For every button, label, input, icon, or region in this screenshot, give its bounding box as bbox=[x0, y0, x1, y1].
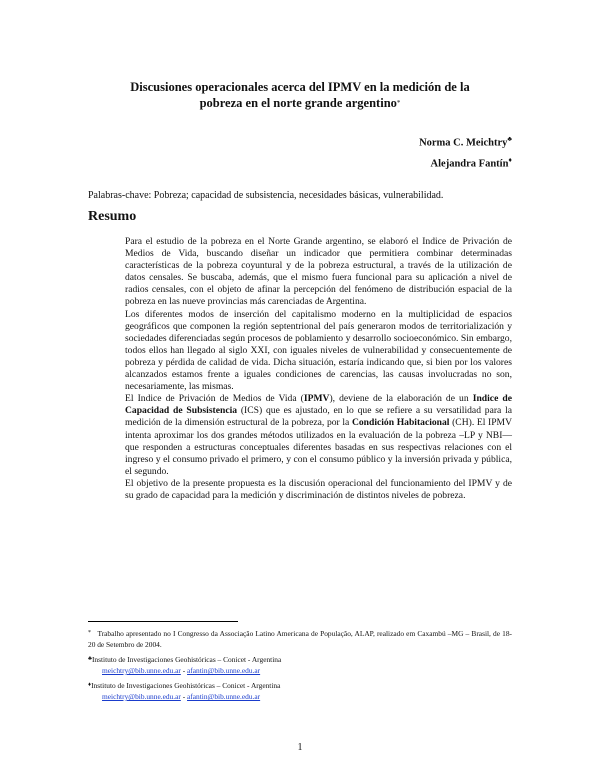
footnote-3-email-1[interactable]: meichtry@bib.unne.edu.ar bbox=[102, 692, 181, 701]
author-1 bbox=[419, 131, 512, 152]
p3-bold-ch: Condición Habitacional bbox=[351, 417, 450, 429]
author-2-mark: ♦ bbox=[508, 155, 512, 164]
footnotes bbox=[88, 628, 512, 706]
footnote-2-mark: ♣ bbox=[88, 656, 92, 662]
author-1-name: Norma C. Meichtry bbox=[419, 137, 508, 149]
resumo-heading: Resumo bbox=[88, 209, 137, 224]
abstract-paragraph-3 bbox=[125, 393, 512, 478]
p3-bold-ics: Indice de Capacidad de Subsistencia bbox=[125, 393, 512, 417]
p3-bold-ipmv: IPMV bbox=[303, 393, 330, 405]
footnote-1-mark: * bbox=[88, 630, 91, 636]
title-footnote-mark: * bbox=[396, 99, 401, 107]
footnote-2-sep: - bbox=[182, 666, 186, 675]
page-number: 1 bbox=[297, 742, 303, 753]
p3-text-1: El Indice de Privación de Medios de Vida ( bbox=[125, 393, 304, 405]
footnote-2-email-1[interactable]: meichtry@bib.unne.edu.ar bbox=[102, 666, 181, 675]
footnote-3-text: Instituto de Investigaciones Geohistóricas – Conicet - Argentina bbox=[91, 681, 281, 690]
footnote-2-text: Instituto de Investigaciones Geohistóricas – Conicet - Argentina bbox=[91, 655, 282, 664]
footnote-1 bbox=[88, 628, 512, 650]
title-line-1: Discusiones operacionales acerca del IPMV en la medición de la bbox=[130, 80, 470, 94]
footnote-3-sep: - bbox=[182, 692, 186, 701]
footnote-2 bbox=[88, 654, 512, 676]
p3-text-3: (ICS) que es ajustado, en lo que se refiere a su versatilidad para la medición de la dimensión estructural de la pobreza, por la bbox=[125, 405, 512, 429]
p3-text-2: ), deviene de la elaboración de un bbox=[329, 393, 473, 405]
footnote-3-mark: ♦ bbox=[88, 682, 92, 688]
p3-text-4: (CH). El IPMV intenta aproximar los dos grandes métodos utilizados en la evaluación de la pobreza –LP y NBI—que responden a estructuras conceptuales diferentes basadas en sus respectivas relaciones con el ingreso y el consumo privado el primero, y con el consumo público y la inversión privada y pública, el segundo. bbox=[125, 417, 513, 477]
abstract-paragraph-4: El objetivo de la presente propuesta es la discusión operacional del funcionamiento del IPMV y de su grado de capacidad para la medición y discriminación de distintos niveles de pobreza. bbox=[125, 477, 512, 501]
author-2-name: Alejandra Fantín bbox=[430, 158, 509, 169]
title-line-2: pobreza en el norte grande argentino bbox=[199, 96, 397, 110]
author-2 bbox=[419, 152, 512, 173]
footnote-2-email-2[interactable]: afantin@bib.unne.edu.ar bbox=[187, 666, 261, 675]
paper-title bbox=[100, 79, 500, 111]
abstract-body bbox=[125, 236, 512, 502]
abstract-paragraph-2: Los diferentes modos de inserción del capitalismo moderno en la multiplicidad de espacios geográficos que componen la región septentrional del país generaron modos de territorialización y sociedades diferenciadas según procesos de poblamiento y desarrollo socioeconómico. Sin embargo, todos ellos han llegado al siglo XXI, con iguales niveles de vulnerabilidad y consecuentemente de pobreza y pérdida de calidad de vida. Dicha situación, estaría indicando que, si bien por los valores alcanzados estamos frente a iguales condiciones de carencias, las causas involucradas no son, necesariamente, las mismas. bbox=[125, 308, 512, 393]
author-list bbox=[419, 131, 512, 172]
footnote-3 bbox=[88, 680, 512, 702]
footnote-3-email-2[interactable]: afantin@bib.unne.edu.ar bbox=[187, 692, 261, 701]
abstract-paragraph-1: Para el estudio de la pobreza en el Norte Grande argentino, se elaboró el Indice de Privación de Medios de Vida, buscando diseñar un indicador que permitiera combinar determinadas características de la pobreza coyuntural y de la pobreza estructural, a través de la utilización de datos censales. Se buscaba, además, que el mismo fuera funcional para su aplicación a nivel de radios censales, con el objeto de afinar la percepción del fenómeno de distribución espacial de la pobreza en las nueve provincias más carenciadas de Argentina. bbox=[125, 236, 512, 308]
author-1-mark: ♣ bbox=[507, 135, 512, 143]
footnote-1-text: Trabalho apresentado no I Congresso da Associação Latino Americana de População, ALAP, realizado em Caxambú –MG – Brasil, de 18-20 de Setembro de 2004. bbox=[88, 629, 513, 649]
footnote-divider bbox=[88, 621, 238, 622]
keywords: Palabras-chave: Pobreza; capacidad de subsistencia, necesidades básicas, vulnerabilidad. bbox=[88, 190, 444, 201]
